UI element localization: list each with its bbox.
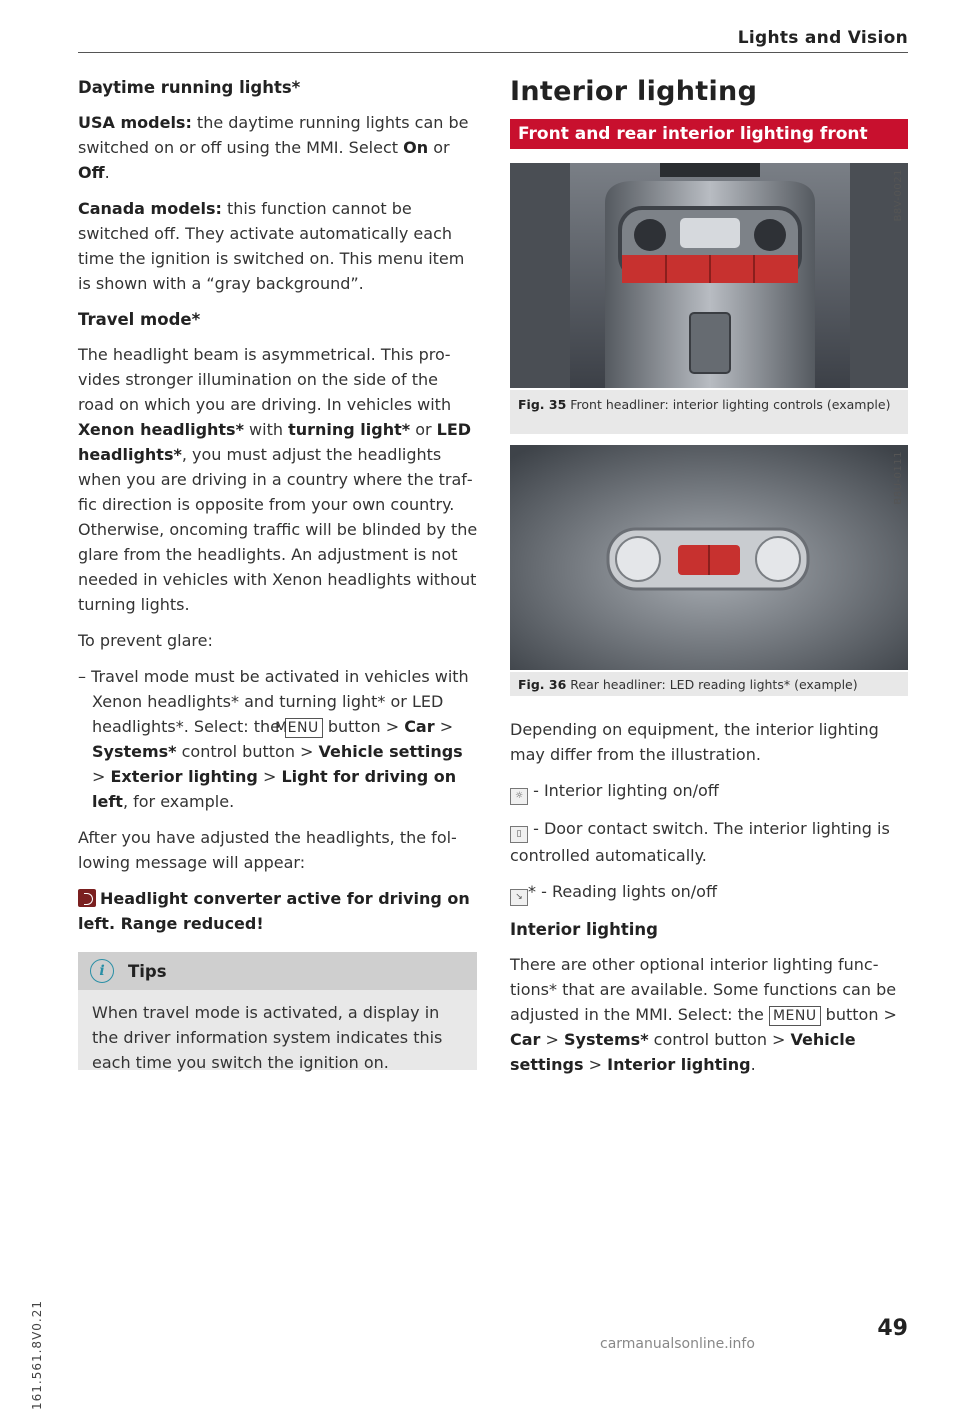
right-column-text bbox=[510, 717, 908, 1088]
headlight-warning-icon bbox=[78, 889, 96, 907]
subsection-bar: Front and rear interior lighting front bbox=[510, 119, 908, 149]
prevent-text: To prevent glare: bbox=[78, 631, 213, 650]
margin-code: 161.561.8V0.21 bbox=[30, 1300, 44, 1410]
canada-label: Canada models: bbox=[78, 199, 222, 218]
travel-heading: Travel mode* bbox=[78, 310, 201, 329]
header-rule bbox=[78, 52, 908, 53]
item-interior-toggle: ☼ - Interior lighting on/off bbox=[510, 778, 908, 805]
other-functions-text: There are other optional interior lighting functions* that are available. Some functions can be adjusted in the MMI. Select: the MENU button > Car > Systems* control button > Vehicle settings > Interior lighting. bbox=[510, 955, 897, 1074]
travel-instruction: – Travel mode must be activated in vehicles with Xenon headlights* and turning light* or LED headlights*. Select: the MENU button > Car > Systems* control button > Vehicle settings > Exterior lighting > Light for driving on left, for example. bbox=[78, 667, 469, 811]
usa-label: USA models: bbox=[78, 113, 192, 132]
page-number: 49 bbox=[877, 1316, 908, 1341]
travel-paragraph: The headlight beam is asymmetrical. This provides stronger illumination on the side of the road on which you are driving. In vehicles with Xenon headlights* with turning light* or LED headlights*, you must adjust the headlights when you are driving in a country where the traffic direction is opposite from your own country. Otherwise, oncoming traffic will be blinded by the glare from the headlights. An adjustment is not needed in vehicles with Xenon headlights without turning lights. bbox=[78, 345, 478, 614]
drl-heading: Daytime running lights* bbox=[78, 78, 301, 97]
menu-button-label: MENU bbox=[285, 718, 323, 738]
fig36-id: B8U-0111 bbox=[893, 451, 904, 505]
interior-subheading: Interior lighting bbox=[510, 920, 658, 939]
door-contact-icon: ▯ bbox=[510, 826, 528, 843]
tips-header bbox=[78, 952, 477, 990]
fig36-photo bbox=[510, 445, 908, 670]
interior-light-icon: ☼ bbox=[510, 788, 528, 805]
usa-paragraph: USA models: the daytime running lights can be switched on or off using the MMI. Select On or Off. bbox=[78, 113, 469, 182]
fig35-photo bbox=[510, 163, 908, 388]
left-column bbox=[78, 75, 478, 947]
item-door-contact: ▯ - Door contact switch. The interior lighting is controlled automatically. bbox=[510, 819, 890, 865]
item-reading-lights: ↘ * - Reading lights on/off bbox=[510, 879, 908, 906]
front-headliner-image bbox=[510, 163, 908, 388]
tips-box bbox=[78, 952, 477, 1070]
tips-title: Tips bbox=[128, 961, 167, 981]
fig35-caption: Fig. 35 Front headliner: interior lighting controls (example) bbox=[510, 390, 908, 434]
fig36-caption: Fig. 36 Rear headliner: LED reading lights* (example) bbox=[510, 672, 908, 696]
info-icon: i bbox=[90, 959, 114, 983]
running-title: Lights and Vision bbox=[737, 28, 908, 48]
depending-text: Depending on equipment, the interior lighting may differ from the illustration. bbox=[510, 720, 879, 764]
menu-button-label-right: MENU bbox=[769, 1006, 821, 1026]
after-adjust-text: After you have adjusted the headlights, the following message will appear: bbox=[78, 828, 457, 872]
tips-text: When travel mode is activated, a display in the driver information system indicates this each time you switch the ignition on. bbox=[92, 1003, 443, 1072]
warning-message: Headlight converter active for driving on left. Range reduced! bbox=[78, 889, 470, 933]
reading-light-icon: ↘ bbox=[510, 889, 528, 906]
rear-headliner-image bbox=[510, 445, 908, 670]
watermark: carmanualsonline.info bbox=[600, 1336, 755, 1352]
canada-paragraph: Canada models: this function cannot be switched off. They activate automatically each time the ignition is switched on. This menu item is shown with a “gray background”. bbox=[78, 199, 465, 293]
section-title: Interior lighting bbox=[510, 76, 758, 107]
fig35-id: B8V-0021 bbox=[893, 169, 904, 222]
